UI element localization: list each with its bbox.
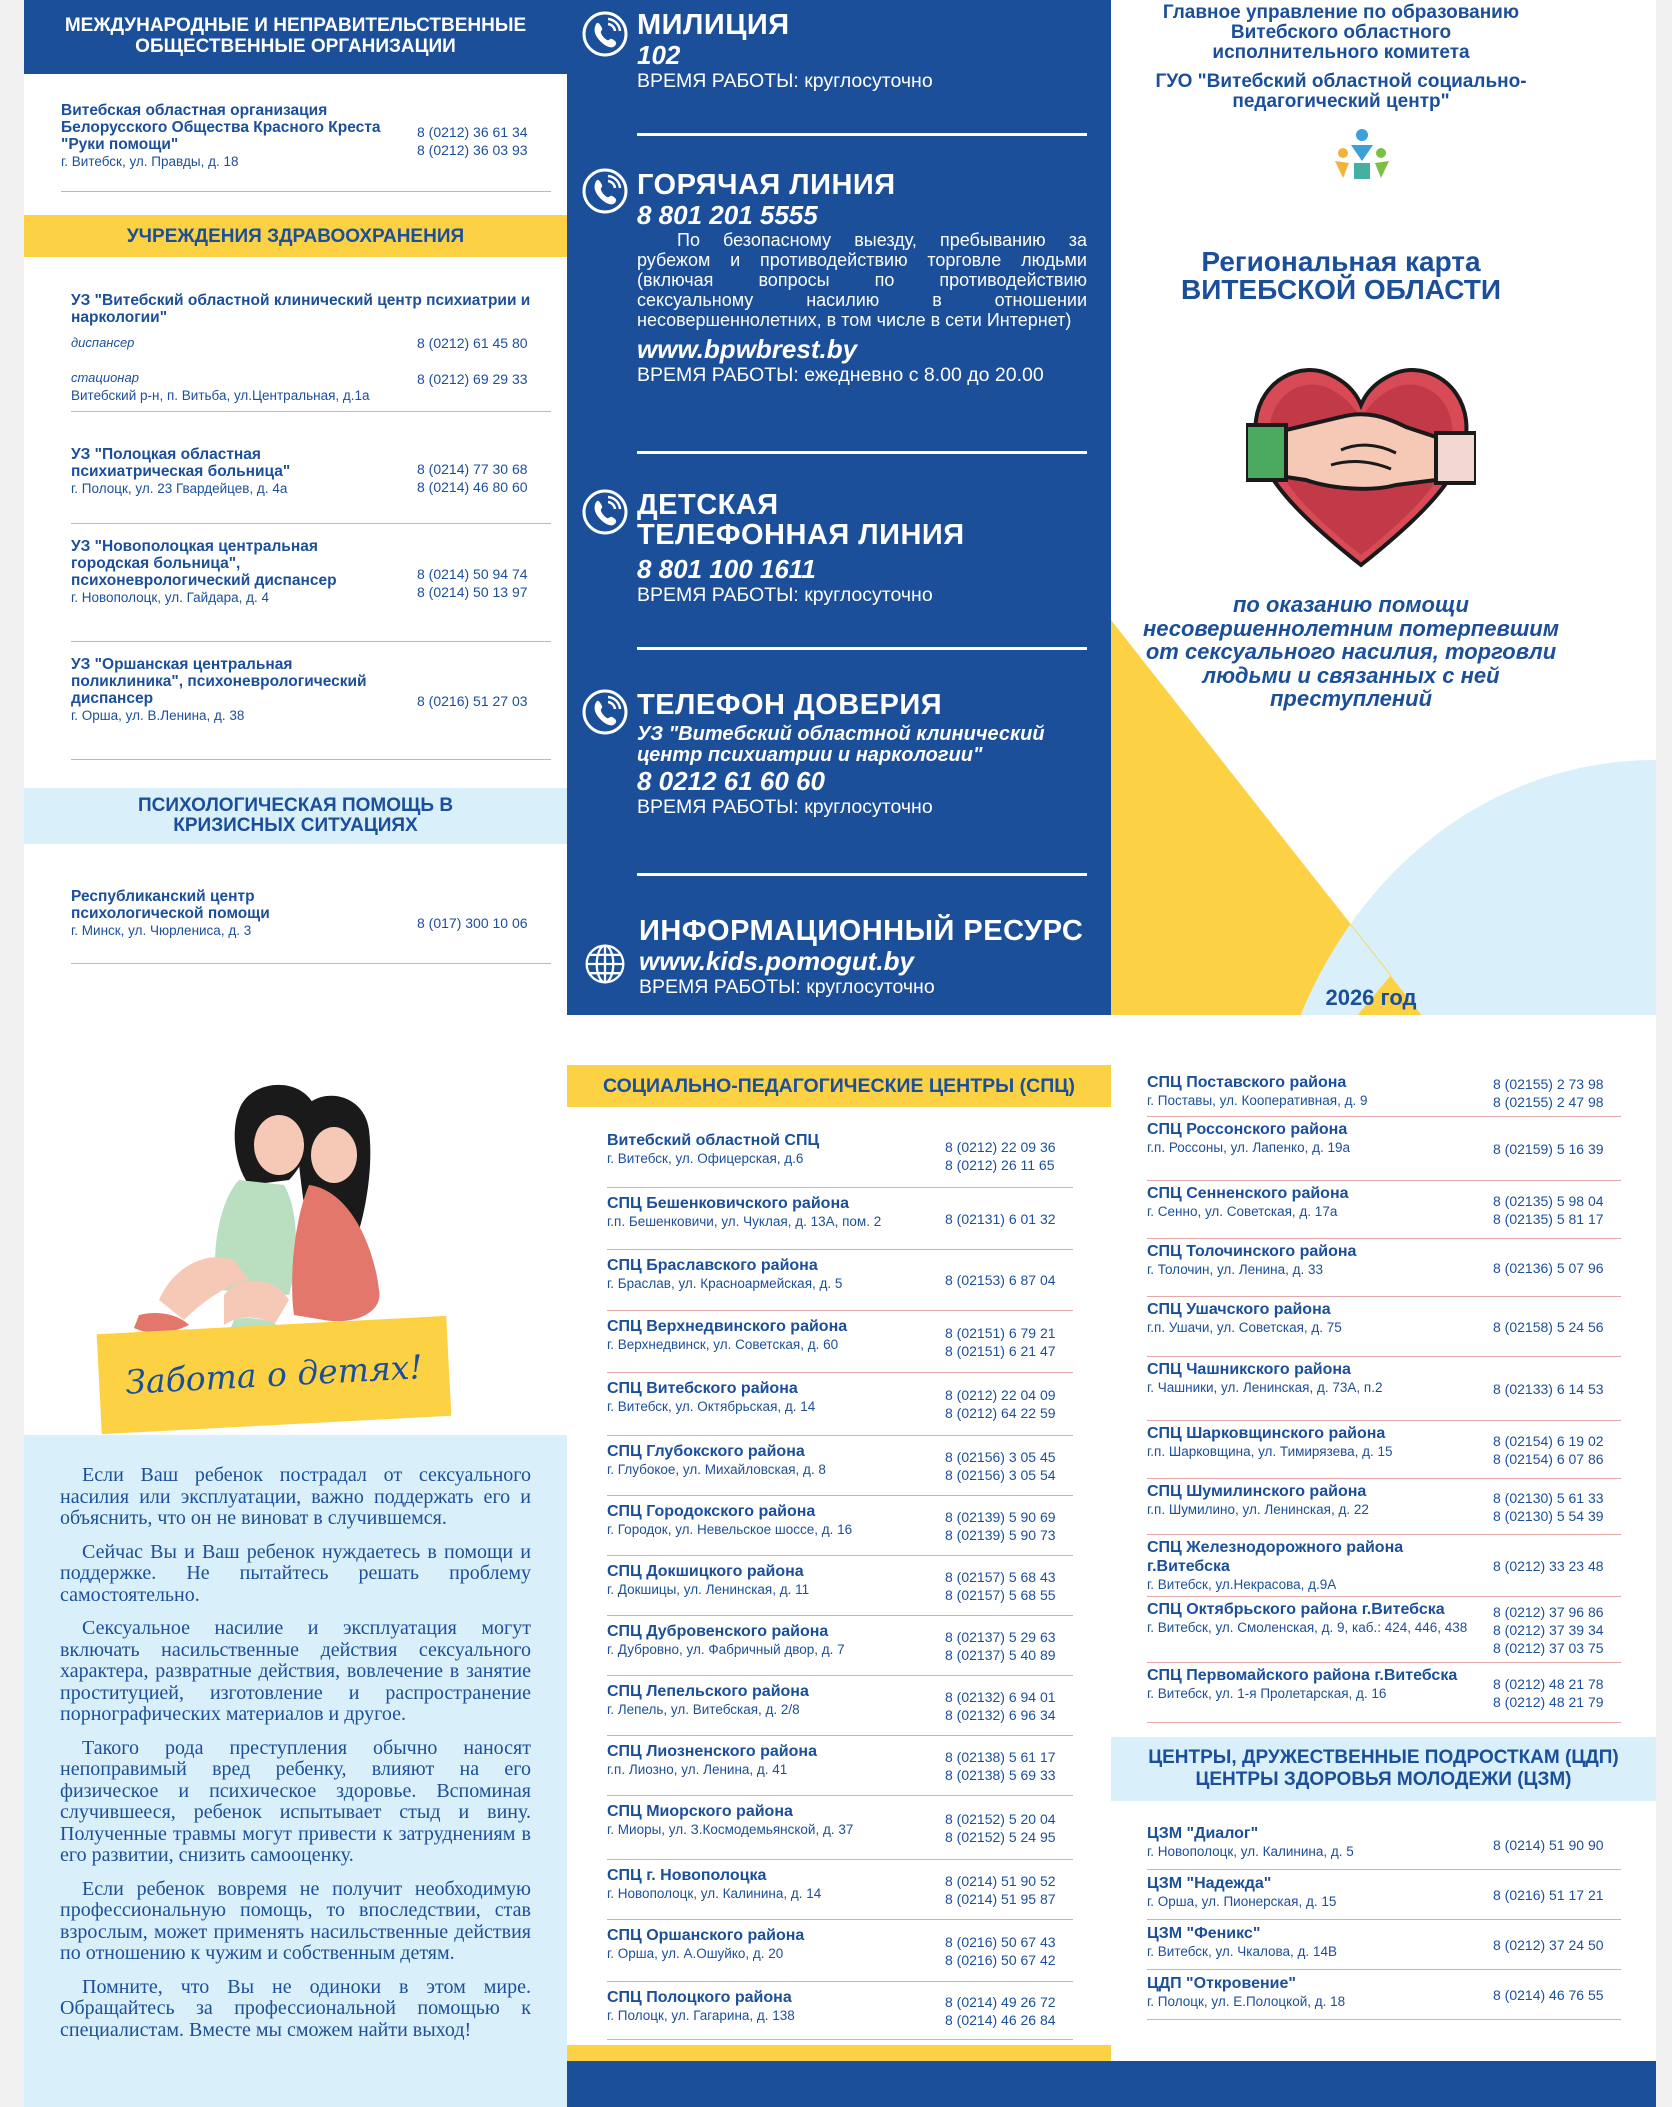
item-phones bbox=[1493, 1920, 1615, 1969]
item-name: СПЦ Верхнедвинского района bbox=[607, 1318, 848, 1335]
item-phone[interactable]: 8 (017) 300 10 06 bbox=[417, 914, 528, 931]
item-name: Республиканский центр психологической помощи bbox=[71, 888, 270, 922]
item-address: г.п. Лиозно, ул. Ленина, д. 41 bbox=[607, 1762, 788, 1777]
hotline-site[interactable]: www.bpwbrest.by bbox=[637, 334, 858, 364]
advice-paragraph: Если ребенок вовремя не получит необходимую профессиональную помощь, то впоследствии, став взрослым, может применять насильственные действия по отношению к чужим и собственным детям. bbox=[60, 1877, 531, 1964]
phone-icon bbox=[581, 10, 629, 58]
health-list bbox=[71, 292, 551, 412]
children-line-hours: ВРЕМЯ РАБОТЫ: круглосуточно bbox=[637, 584, 933, 606]
item-name: ЦЗМ "Феникс" bbox=[1147, 1925, 1261, 1942]
info-resource-hours: ВРЕМЯ РАБОТЫ: круглосуточно bbox=[639, 976, 935, 998]
psy-title: ПСИХОЛОГИЧЕСКАЯ ПОМОЩЬ В КРИЗИСНЫХ СИТУАЦИЯХ bbox=[137, 795, 454, 836]
item-phones bbox=[1493, 1870, 1615, 1919]
item-phone[interactable]: 8 (02155) 2 73 98 bbox=[1493, 1076, 1604, 1092]
item-name: УЗ "Оршанская центральная поликлиника", психоневрологический диспансер bbox=[71, 656, 367, 707]
item-phones bbox=[1493, 1820, 1615, 1869]
item-name: Витебская областная организация Белорусского Общества Красного Креста "Руки помощи" bbox=[61, 102, 381, 153]
item-phone[interactable]: 8 (0212) 36 61 34 bbox=[417, 123, 528, 140]
item-phone[interactable]: 8 (0212) 37 03 75 bbox=[1493, 1639, 1604, 1656]
item-phones bbox=[1493, 1535, 1615, 1596]
list-item bbox=[1147, 1181, 1621, 1239]
item-name: СПЦ Шумилинского района bbox=[1147, 1483, 1367, 1500]
item-phone[interactable]: 8 (0216) 51 17 21 bbox=[1493, 1886, 1604, 1903]
item-phones bbox=[945, 1496, 1067, 1555]
item-phones bbox=[417, 432, 547, 523]
item-address: г.п. Бешенковичи, ул. Чуклая, д. 13А, пом. 2 bbox=[607, 1214, 882, 1229]
list-item bbox=[1147, 1820, 1621, 1870]
list-item bbox=[607, 1676, 1073, 1736]
item-phone[interactable]: 8 (0216) 51 27 03 bbox=[417, 692, 528, 709]
item-address: г. Поставы, ул. Кооперативная, д. 9 bbox=[1147, 1093, 1368, 1108]
list-item bbox=[1147, 1070, 1621, 1117]
hotline-hours: ВРЕМЯ РАБОТЫ: ежедневно с 8.00 до 20.00 bbox=[637, 364, 1044, 386]
item-phones bbox=[1493, 1970, 1615, 2019]
list-item bbox=[1147, 1535, 1621, 1597]
cdp-title-line2: ЦЕНТРЫ ЗДОРОВЬЯ МОЛОДЕЖИ (ЦЗМ) bbox=[1195, 1769, 1572, 1790]
list-item bbox=[607, 1188, 1073, 1250]
hotline-description: По безопасному выезду, пребыванию за рубежом и противодействию торговле людьми (включая вопросы по противодействию сексуальному насилию в отношении несовершеннолетних, в том числе в сети Интернет) bbox=[637, 230, 1087, 330]
list-item bbox=[1147, 1597, 1621, 1663]
divider bbox=[637, 647, 1087, 650]
item-phone[interactable]: 8 (0212) 36 03 93 bbox=[417, 141, 528, 158]
item-address: г. Витебск, ул. Правды, д. 18 bbox=[61, 154, 239, 169]
children-line-title: ТЕЛЕФОННАЯ ЛИНИЯ bbox=[637, 519, 965, 551]
health-title: УЧРЕЖДЕНИЯ ЗДРАВООХРАНЕНИЯ bbox=[126, 226, 465, 247]
police-number[interactable]: 102 bbox=[637, 40, 681, 70]
list-item bbox=[607, 1556, 1073, 1616]
item-phone[interactable]: 8 (0214) 50 13 97 bbox=[417, 583, 528, 600]
item-name: СПЦ Первомайского района г.Витебска bbox=[1147, 1667, 1458, 1684]
center-name: ГУО "Витебский областной социально-педагогический центр" bbox=[1155, 71, 1527, 112]
cover-subtitle: по оказанию помощи несовершеннолетним потерпевшим от сексуального насилия, торговли людьми и связанных с ней преступлений bbox=[1142, 592, 1560, 711]
phone-icon bbox=[581, 167, 629, 215]
item-phone[interactable]: 8 (02137) 5 40 89 bbox=[945, 1646, 1056, 1663]
list-item bbox=[1147, 1479, 1621, 1535]
item-name: СПЦ Глубокского района bbox=[607, 1443, 805, 1460]
item-address: г. Миоры, ул. З.Космодемьянской, д. 37 bbox=[607, 1822, 854, 1837]
list-item bbox=[607, 1920, 1073, 1982]
bottom-stripe-yellow bbox=[567, 2045, 1111, 2061]
list-item bbox=[1147, 1970, 1621, 2020]
item-phones bbox=[945, 1920, 1067, 1981]
item-phones bbox=[945, 1860, 1067, 1919]
item-phones bbox=[1493, 1181, 1615, 1238]
item-phone[interactable]: 8 (02137) 5 29 63 bbox=[945, 1628, 1056, 1645]
item-phones bbox=[945, 1736, 1067, 1795]
spc-list bbox=[607, 1125, 1073, 2040]
advice-text bbox=[60, 1465, 531, 2053]
item-phone[interactable]: 8 (0212) 64 22 59 bbox=[945, 1405, 1056, 1421]
hotline-block bbox=[637, 170, 1087, 387]
item-address: г. Минск, ул. Чюрлениса, д. 3 bbox=[71, 923, 252, 938]
item-phones bbox=[1493, 1297, 1615, 1356]
item-phones bbox=[417, 524, 547, 641]
item-address: г. Дубровно, ул. Фабричный двор, д. 7 bbox=[607, 1642, 845, 1657]
divider bbox=[637, 873, 1087, 876]
health-list-more bbox=[71, 432, 551, 760]
item-phone[interactable]: 8 (0212) 22 04 09 bbox=[945, 1387, 1056, 1403]
item-phone[interactable]: 8 (02131) 6 01 32 bbox=[945, 1210, 1056, 1227]
item-address: г. Городок, ул. Невельское шоссе, д. 16 bbox=[607, 1522, 853, 1537]
advice-box bbox=[24, 1435, 567, 2107]
item-address: г. Витебск, ул. Офицерская, д.6 bbox=[607, 1151, 804, 1166]
item-phone[interactable]: 8 (02135) 5 81 17 bbox=[1493, 1210, 1604, 1227]
item-phone[interactable]: 8 (02158) 5 24 56 bbox=[1493, 1318, 1604, 1335]
children-line-number[interactable]: 8 801 100 1611 bbox=[637, 554, 816, 584]
children-line-title: ДЕТСКАЯ bbox=[637, 489, 779, 521]
hotline-number[interactable]: 8 801 201 5555 bbox=[637, 200, 818, 230]
item-address: г. Витебск, ул. 1-я Пролетарская, д. 16 bbox=[1147, 1686, 1387, 1701]
item-name: СПЦ Городокского района bbox=[607, 1503, 816, 1520]
phone-icon bbox=[581, 688, 629, 736]
panel-spc-centers bbox=[567, 1015, 1111, 2107]
item-phone[interactable]: 8 (02135) 5 98 04 bbox=[1493, 1192, 1604, 1209]
item-phone[interactable]: 8 (0212) 61 45 80 bbox=[417, 335, 528, 351]
center-logo bbox=[1329, 123, 1395, 189]
item-name: СПЦ г. Новополоцка bbox=[607, 1867, 767, 1884]
item-phone[interactable]: 8 (02132) 6 96 34 bbox=[945, 1706, 1056, 1723]
heart-hands-illustration bbox=[1246, 355, 1476, 575]
item-address: г. Полоцк, ул. 23 Гвардейцев, д. 4а bbox=[71, 481, 288, 496]
org-name: Главное управление по образованию Витебского областного исполнительного комитета bbox=[1162, 2, 1520, 63]
children-line-block bbox=[637, 490, 1087, 607]
item-name: Витебский областной СПЦ bbox=[607, 1132, 820, 1149]
advice-paragraph: Помните, что Вы не одиноки в этом мире. Обращайтесь за профессиональной помощью к специалистам. Вместе мы сможем найти выход! bbox=[60, 1975, 531, 2041]
item-address: г. Орша, ул. Пионерская, д. 15 bbox=[1147, 1894, 1337, 1909]
item-name: СПЦ Ушачского района bbox=[1147, 1301, 1331, 1318]
item-address: г. Докшицы, ул. Ленинская, д. 11 bbox=[607, 1582, 810, 1597]
cover-title-line1: Региональная карта bbox=[1201, 246, 1481, 277]
info-resource-block bbox=[639, 916, 1089, 999]
list-item bbox=[1147, 1297, 1621, 1357]
year-label: 2026 год bbox=[1325, 985, 1417, 1010]
item-phone[interactable]: 8 (0212) 26 11 65 bbox=[945, 1157, 1055, 1173]
item-address: г. Орша, ул. В.Ленина, д. 38 bbox=[71, 708, 245, 723]
spc-title: СОЦИАЛЬНО-ПЕДАГОГИЧЕСКИЕ ЦЕНТРЫ (СПЦ) bbox=[602, 1075, 1076, 1097]
item-phone[interactable]: 8 (02155) 2 47 98 bbox=[1493, 1094, 1604, 1110]
list-item bbox=[607, 1982, 1073, 2040]
item-phones bbox=[945, 1250, 1067, 1310]
item-phone[interactable]: 8 (0214) 49 26 72 bbox=[945, 1993, 1056, 2010]
bottom-stripe-blue bbox=[1111, 2061, 1656, 2107]
item-phone[interactable]: 8 (02157) 5 68 55 bbox=[945, 1586, 1056, 1603]
list-item bbox=[607, 1436, 1073, 1496]
banner-text: Забота о детях! bbox=[124, 1347, 424, 1402]
item-phone[interactable]: 8 (0212) 48 21 79 bbox=[1493, 1693, 1604, 1710]
item-address: г. Глубокое, ул. Михайловская, д. 8 bbox=[607, 1462, 826, 1477]
item-address: г. Сенно, ул. Советская, д. 17а bbox=[1147, 1204, 1338, 1219]
item-name: СПЦ Лепельского района bbox=[607, 1683, 809, 1700]
item-sub: стационар bbox=[71, 370, 139, 385]
item-phone[interactable]: 8 (02151) 6 79 21 bbox=[945, 1324, 1056, 1341]
item-address: г.п. Шумилино, ул. Ленинская, д. 22 bbox=[1147, 1502, 1369, 1517]
item-address: г. Полоцк, ул. Гагарина, д. 138 bbox=[607, 2008, 795, 2023]
item-phone[interactable]: 8 (0212) 33 23 48 bbox=[1493, 1557, 1604, 1574]
item-phones bbox=[945, 1125, 1067, 1187]
list-item bbox=[1147, 1421, 1621, 1479]
cover-title-line2: ВИТЕБСКОЙ ОБЛАСТИ bbox=[1180, 274, 1501, 305]
item-phones bbox=[945, 1373, 1067, 1435]
item-name: СПЦ Миорского района bbox=[607, 1803, 793, 1820]
item-name: СПЦ Железнодорожного района г.Витебска bbox=[1147, 1539, 1404, 1575]
item-phones bbox=[1493, 1479, 1615, 1534]
item-phone[interactable]: 8 (0212) 69 29 33 bbox=[417, 371, 528, 387]
item-address: г.п. Шарковщина, ул. Тимирязева, д. 15 bbox=[1147, 1444, 1393, 1459]
item-phone[interactable]: 8 (0212) 37 96 86 bbox=[1493, 1603, 1604, 1620]
item-address: г. Толочин, ул. Ленина, д. 33 bbox=[1147, 1262, 1324, 1277]
item-sub: диспансер bbox=[71, 335, 135, 350]
item-phone[interactable]: 8 (0216) 50 67 42 bbox=[945, 1951, 1056, 1968]
phone-icon bbox=[581, 488, 629, 536]
item-address: г. Новополоцк, ул. Калинина, д. 5 bbox=[1147, 1844, 1354, 1859]
item-phones bbox=[1493, 1117, 1615, 1180]
list-item bbox=[1147, 1920, 1621, 1970]
info-resource-title: ИНФОРМАЦИОННЫЙ РЕСУРС bbox=[639, 915, 1084, 947]
item-address: г. Верхнедвинск, ул. Советская, д. 60 bbox=[607, 1337, 839, 1352]
item-phone[interactable]: 8 (02133) 6 14 53 bbox=[1493, 1380, 1604, 1397]
list-item bbox=[1147, 1239, 1621, 1297]
item-address: г.п. Ушачи, ул. Советская, д. 75 bbox=[1147, 1320, 1342, 1335]
item-phone[interactable]: 8 (0216) 50 67 43 bbox=[945, 1933, 1056, 1950]
spc-header bbox=[567, 1065, 1111, 1107]
cdp-title-line1: ЦЕНТРЫ, ДРУЖЕСТВЕННЫЕ ПОДРОСТКАМ (ЦДП) bbox=[1148, 1747, 1619, 1768]
trust-line-hours: ВРЕМЯ РАБОТЫ: круглосуточно bbox=[637, 796, 933, 818]
item-name: УЗ "Витебский областной клинический центр психиатрии и наркологии" bbox=[71, 292, 531, 326]
item-phone[interactable]: 8 (02130) 5 61 33 bbox=[1493, 1489, 1604, 1506]
item-phones bbox=[945, 1188, 1067, 1249]
panel-spc-centers-continued bbox=[1111, 1015, 1656, 2107]
item-phones bbox=[945, 1796, 1067, 1859]
item-name: СПЦ Бешенковичского района bbox=[607, 1195, 849, 1212]
police-hours: ВРЕМЯ РАБОТЫ: круглосуточно bbox=[637, 70, 933, 92]
list-item bbox=[71, 882, 551, 964]
item-phones bbox=[1493, 1239, 1615, 1296]
item-phone[interactable]: 8 (0214) 51 90 52 bbox=[945, 1872, 1056, 1889]
item-name: СПЦ Лиозненского района bbox=[607, 1743, 817, 1760]
item-address: г.п. Россоны, ул. Лапенко, д. 19а bbox=[1147, 1140, 1351, 1155]
list-item bbox=[71, 642, 551, 760]
trust-line-org: УЗ "Витебский областной клинический центр психиатрии и наркологии" bbox=[637, 723, 1045, 766]
info-resource-site[interactable]: www.kids.pomogut.by bbox=[639, 946, 914, 976]
list-item bbox=[607, 1796, 1073, 1860]
item-name: СПЦ Докшицкого района bbox=[607, 1563, 804, 1580]
item-address: г. Чашники, ул. Ленинская, д. 73А, п.2 bbox=[1147, 1380, 1383, 1395]
item-phone[interactable]: 8 (0214) 51 90 90 bbox=[1493, 1836, 1604, 1853]
list-item bbox=[61, 90, 551, 192]
item-phone[interactable]: 8 (02138) 5 69 33 bbox=[945, 1766, 1056, 1783]
item-address: Витебский р-н, п. Витьба, ул.Центральная, д.1а bbox=[71, 388, 370, 403]
item-name: СПЦ Шарковщинского района bbox=[1147, 1425, 1386, 1442]
item-name: СПЦ Полоцкого района bbox=[607, 1989, 792, 2006]
advice-paragraph: Такого рода преступления обычно наносят непоправимый вред ребенку, влияют на его физическое и психическое здоровье. Вспоминая случившееся, ребенок испытывает стыд и вину. Полученные травмы могут привести к затруднениям в его развитии, снизить самооценку. bbox=[60, 1736, 531, 1866]
spc-list-continued bbox=[1147, 1070, 1621, 1723]
item-phone[interactable]: 8 (02153) 6 87 04 bbox=[945, 1272, 1056, 1288]
item-phone[interactable]: 8 (02139) 5 90 73 bbox=[945, 1526, 1056, 1543]
panel-hotlines bbox=[567, 0, 1111, 1040]
list-item bbox=[607, 1250, 1073, 1311]
list-item bbox=[607, 1311, 1073, 1373]
item-address: г. Новополоцк, ул. Калинина, д. 14 bbox=[607, 1886, 822, 1901]
item-name: ЦЗМ "Надежда" bbox=[1147, 1875, 1272, 1892]
list-item bbox=[607, 1616, 1073, 1676]
item-name: СПЦ Чашникского района bbox=[1147, 1361, 1351, 1378]
item-address: г. Браслав, ул. Красноармейская, д. 5 bbox=[607, 1276, 843, 1291]
health-header bbox=[24, 215, 567, 257]
item-address: г. Новополоцк, ул. Гайдара, д. 4 bbox=[71, 590, 269, 605]
list-item bbox=[1147, 1870, 1621, 1920]
item-phones bbox=[945, 1676, 1067, 1735]
item-phone[interactable]: 8 (02154) 6 19 02 bbox=[1493, 1432, 1604, 1449]
item-phones bbox=[417, 90, 547, 191]
advice-paragraph: Сексуальное насилие и эксплуатация могут включать насильственные действия сексуального характера, развратные действия, вовлечение в занятие проституцией, изготовление и распространение порнографических материалов и другое. bbox=[60, 1617, 531, 1725]
panel-cover bbox=[1111, 0, 1656, 1040]
item-phone[interactable]: 8 (02151) 6 21 47 bbox=[945, 1342, 1056, 1359]
item-phone[interactable]: 8 (02138) 5 61 17 bbox=[945, 1748, 1056, 1765]
divider bbox=[637, 451, 1087, 454]
item-phone[interactable]: 8 (02156) 3 05 54 bbox=[945, 1466, 1056, 1483]
list-item bbox=[71, 292, 551, 412]
item-phones bbox=[945, 1436, 1067, 1495]
item-name: СПЦ Октябрьского района г.Витебска bbox=[1147, 1601, 1445, 1618]
item-phone[interactable]: 8 (0214) 50 94 74 bbox=[417, 565, 528, 582]
cover-title bbox=[1131, 248, 1551, 304]
item-name: СПЦ Витебского района bbox=[607, 1380, 798, 1397]
item-name: ЦДП "Откровение" bbox=[1147, 1975, 1296, 1992]
psy-list bbox=[71, 882, 551, 964]
list-item bbox=[1147, 1663, 1621, 1723]
advice-paragraph: Сейчас Вы и Ваш ребенок нуждаетесь в помощи и поддержке. Не пытайтесь решать проблему самостоятельно. bbox=[60, 1540, 531, 1606]
item-phone[interactable]: 8 (0214) 77 30 68 bbox=[417, 460, 528, 477]
banner-box bbox=[97, 1316, 452, 1434]
item-phone[interactable]: 8 (02157) 5 68 43 bbox=[945, 1568, 1056, 1585]
panel-contacts-health bbox=[24, 0, 567, 1040]
item-phones bbox=[417, 882, 547, 963]
item-phone[interactable]: 8 (0212) 37 39 34 bbox=[1493, 1621, 1604, 1638]
item-address: г. Витебск, ул.Некрасова, д.9А bbox=[1147, 1577, 1337, 1592]
item-name: СПЦ Сенненского района bbox=[1147, 1185, 1349, 1202]
globe-icon bbox=[583, 942, 627, 986]
item-phone[interactable]: 8 (02154) 6 07 86 bbox=[1493, 1450, 1604, 1467]
item-name: УЗ "Полоцкая областная психиатрическая больница" bbox=[71, 446, 291, 480]
list-item bbox=[71, 432, 551, 524]
bottom-stripe-blue bbox=[567, 2061, 1111, 2107]
item-phone[interactable]: 8 (02152) 5 24 95 bbox=[945, 1828, 1056, 1845]
trust-line-number[interactable]: 8 0212 61 60 60 bbox=[637, 766, 825, 796]
police-title: МИЛИЦИЯ bbox=[637, 9, 790, 41]
list-item bbox=[607, 1125, 1073, 1188]
item-name: ЦЗМ "Диалог" bbox=[1147, 1825, 1259, 1842]
item-phones bbox=[1493, 1070, 1615, 1116]
item-address: г. Витебск, ул. Чкалова, д. 14В bbox=[1147, 1944, 1337, 1959]
list-item bbox=[1147, 1357, 1621, 1421]
item-phone[interactable]: 8 (0214) 51 95 87 bbox=[945, 1890, 1056, 1907]
item-phone[interactable]: 8 (02132) 6 94 01 bbox=[945, 1688, 1056, 1705]
item-phone[interactable]: 8 (02139) 5 90 69 bbox=[945, 1508, 1056, 1525]
cdp-title bbox=[1111, 1747, 1656, 1791]
item-phone[interactable]: 8 (0212) 48 21 78 bbox=[1493, 1675, 1604, 1692]
list-item bbox=[71, 524, 551, 642]
trust-line-title: ТЕЛЕФОН ДОВЕРИЯ bbox=[637, 689, 943, 721]
item-address: г. Орша, ул. А.Ошуйко, д. 20 bbox=[607, 1946, 784, 1961]
list-item bbox=[607, 1496, 1073, 1556]
list-item bbox=[607, 1736, 1073, 1796]
item-phones bbox=[417, 642, 547, 759]
girls-illustration bbox=[99, 1070, 439, 1355]
list-item bbox=[607, 1860, 1073, 1920]
item-name: УЗ "Новополоцкая центральная городская больница", психоневрологический диспансер bbox=[71, 538, 337, 589]
panel-parents-advice bbox=[24, 1015, 567, 2107]
item-name: СПЦ Дубровенского района bbox=[607, 1623, 829, 1640]
item-phones bbox=[945, 1616, 1067, 1675]
item-phone[interactable]: 8 (02130) 5 54 39 bbox=[1493, 1507, 1604, 1524]
intl-header bbox=[24, 0, 567, 74]
item-phone[interactable]: 8 (0212) 22 09 36 bbox=[945, 1139, 1056, 1155]
divider bbox=[637, 133, 1087, 136]
item-name: СПЦ Браславского района bbox=[607, 1257, 818, 1274]
cdp-header bbox=[1111, 1737, 1656, 1801]
item-phones bbox=[1493, 1597, 1615, 1662]
list-item bbox=[607, 1373, 1073, 1436]
item-address: г. Витебск, ул. Смоленская, д. 9, каб.: 424, 446, 438 bbox=[1147, 1620, 1468, 1635]
item-address: г. Полоцк, ул. Е.Полоцкой, д. 18 bbox=[1147, 1994, 1346, 2009]
item-address: г. Лепель, ул. Витебская, д. 2/8 bbox=[607, 1702, 800, 1717]
item-name: СПЦ Оршанского района bbox=[607, 1927, 805, 1944]
item-phone[interactable]: 8 (02156) 3 05 45 bbox=[945, 1448, 1056, 1465]
item-phone[interactable]: 8 (0214) 46 26 84 bbox=[945, 2011, 1056, 2028]
item-phone[interactable]: 8 (0212) 37 24 50 bbox=[1493, 1936, 1604, 1953]
item-phones bbox=[945, 1982, 1067, 2039]
item-phones bbox=[1493, 1663, 1615, 1722]
hotline-title: ГОРЯЧАЯ ЛИНИЯ bbox=[637, 169, 896, 201]
item-name: СПЦ Толочинского района bbox=[1147, 1243, 1357, 1260]
police-block bbox=[637, 10, 1087, 93]
item-phone[interactable]: 8 (0214) 46 80 60 bbox=[417, 478, 528, 495]
item-name: СПЦ Россонского района bbox=[1147, 1121, 1348, 1138]
psy-header bbox=[24, 788, 567, 844]
item-phone[interactable]: 8 (0214) 46 76 55 bbox=[1493, 1986, 1604, 2003]
item-phones bbox=[945, 1556, 1067, 1615]
advice-paragraph: Если Ваш ребенок пострадал от сексуального насилия или эксплуатации, важно поддержать его и объяснить, что он не виноват в случившемся. bbox=[60, 1464, 531, 1529]
item-phones bbox=[945, 1311, 1067, 1372]
cdp-list bbox=[1147, 1820, 1621, 2020]
trust-line-block bbox=[637, 690, 1087, 819]
item-phone[interactable]: 8 (02159) 5 16 39 bbox=[1493, 1140, 1604, 1157]
item-phone[interactable]: 8 (02152) 5 20 04 bbox=[945, 1810, 1056, 1827]
intl-list bbox=[61, 90, 551, 192]
item-name: СПЦ Поставского района bbox=[1147, 1074, 1347, 1091]
intl-title: МЕЖДУНАРОДНЫЕ И НЕПРАВИТЕЛЬСТВЕННЫЕ ОБЩЕСТВЕННЫЕ ОРГАНИЗАЦИИ bbox=[64, 15, 527, 57]
item-phones bbox=[1493, 1421, 1615, 1478]
item-address: г. Витебск, ул. Октябрьская, д. 14 bbox=[607, 1399, 816, 1414]
item-phone[interactable]: 8 (02136) 5 07 96 bbox=[1493, 1259, 1604, 1276]
item-phones bbox=[1493, 1357, 1615, 1420]
list-item bbox=[1147, 1117, 1621, 1181]
